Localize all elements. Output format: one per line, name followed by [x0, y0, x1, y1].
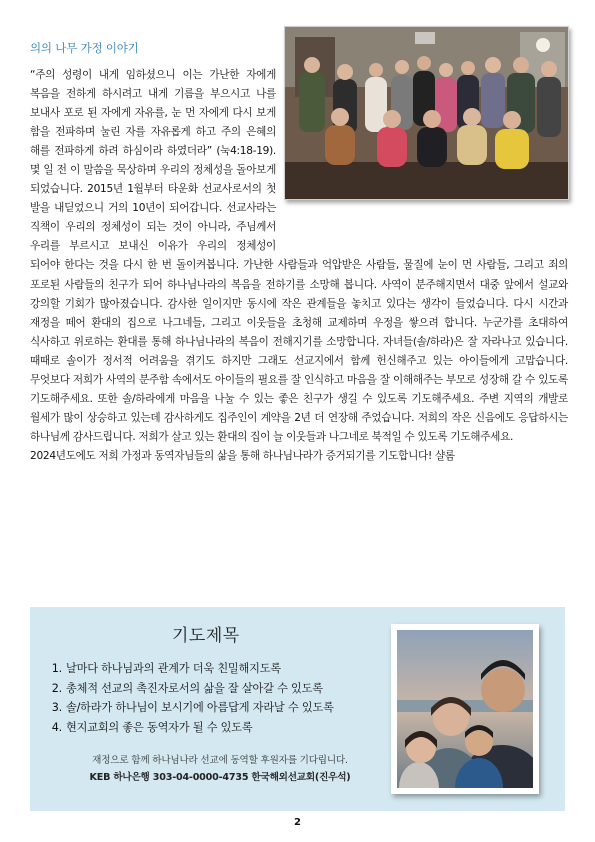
- prayer-title: 기도제목: [172, 626, 240, 646]
- story-paragraph: “주의 성령이 내게 임하셨으니 이는 가난한 자에게 복음을 전하게 하시려고 내게 기름을 부으시고 나를 보내사 포로 된 자에게 자유를, 눈 먼 자에게 다시 보게 함을 전파하며 눌린 자를 자유롭게 하고 주의 은혜의 해를 전파하게 하려 하심이라 하였더라” (눅4:18-19). 몇 일 전 이 말씀을 묵상하며 우리의 정체성을 돌아보게 되었습니다. 2015년 1월부터 타운화 선교사로서의 첫 발을 내딛었으니 거의 10년이 되어갑니다. 선교사라는 직책이 우리의 정체성이 되는 것이 아니라, 주님께서 우리를 부르시고 보내신 이유가 우리의 정체성이 되어야 한다는 것을 다시 한 번 돌이켜봅니다. 가난한 사람들과 억압받은 사람들, 물질에 눈이 먼 사람들, 그리고 죄의 포로된 사람들의 친구가 되어 하나님나라의 복음을 전하기를 소망해 봅니다. 사역이 분주해지면서 대중 앞에서 설교와 강의할 기회가 많아졌습니다. 감사한 일이지만 동시에 작은 관계들을 놓치고 있다는 생각이 들었습니다. 다시 시간과 재정을 떼어 환대의 집으로 나그네들, 그리고 이웃들을 초청해 교제하며 우정을 쌓으려 합니다. 누군가를 초대하여 식사하고 위로하는 환대를 통해 하나님나라의 복음이 전해지기를 소망합니다. 자녀들(솔/하라)은 잘 자라나고 있습니다. 때때로 솔이가 정서적 어려움을 겪기도 하지만 그래도 선교지에서 함께 헌신해주고 있는 아이들에게 고맙습니다. 무엇보다 저희가 사역의 분주함 속에서도 아이들의 필요를 잘 인식하고 마음을 잘 이해해주는 부모로 성장해 갈 수 있도록 기도해주세요. 또한 솔/하라에게 마음을 나눌 수 있는 좋은 친구가 생길 수 있도록 기도해주세요. 주변 지역의 개발로 월세가 많이 상승하고 있는데 감사하게도 집주인이 계약을 2년 더 연장해 주었습니다. 저희의 작은 신음에도 응답하시는 하나님께 감사드립니다. 저희가 살고 있는 환대의 집이 늘 이웃들과 나그네로 북적일 수 있도록 기도해주세요.: [30, 69, 568, 443]
- section-heading: 의의 나무 가정 이야기: [30, 41, 139, 55]
- story-closing: 2024년도에도 저희 가정과 동역자님들의 삶을 통해 하나님나라가 증거되기를 기도합니다! 샬롬: [30, 449, 455, 462]
- prayer-item-number: 4.: [51, 720, 62, 734]
- family-photo: [391, 624, 539, 794]
- support-info: [70, 752, 370, 786]
- prayer-item-number: 2.: [51, 681, 62, 695]
- prayer-item: [36, 679, 334, 699]
- prayer-item-text: 날마다 하나님과의 관계가 더욱 친밀해지도록: [66, 662, 281, 675]
- prayer-item: [36, 659, 334, 679]
- story-text: [30, 66, 568, 466]
- page-number: 2: [294, 817, 301, 828]
- prayer-item: [36, 718, 334, 738]
- support-message: 재정으로 함께 하나님나라 선교에 동역할 후원자를 기다립니다.: [92, 755, 348, 766]
- prayer-item: [36, 698, 334, 718]
- prayer-item-text: 현지교회의 좋은 동역자가 될 수 있도록: [66, 720, 253, 734]
- prayer-item-text: 총체적 선교의 촉진자로서의 삶을 잘 살아갈 수 있도록: [66, 681, 323, 695]
- prayer-item-number: 1.: [51, 662, 62, 675]
- prayer-list: [36, 659, 334, 737]
- photo-wrap-spacer: [276, 66, 568, 240]
- bank-account: KEB 하나은행 303-04-0000-4735 한국해외선교회(진우석): [89, 772, 351, 783]
- prayer-item-text: 솔/하라가 하나님이 보시기에 아름답게 자라날 수 있도록: [66, 701, 334, 715]
- prayer-item-number: 3.: [51, 701, 62, 715]
